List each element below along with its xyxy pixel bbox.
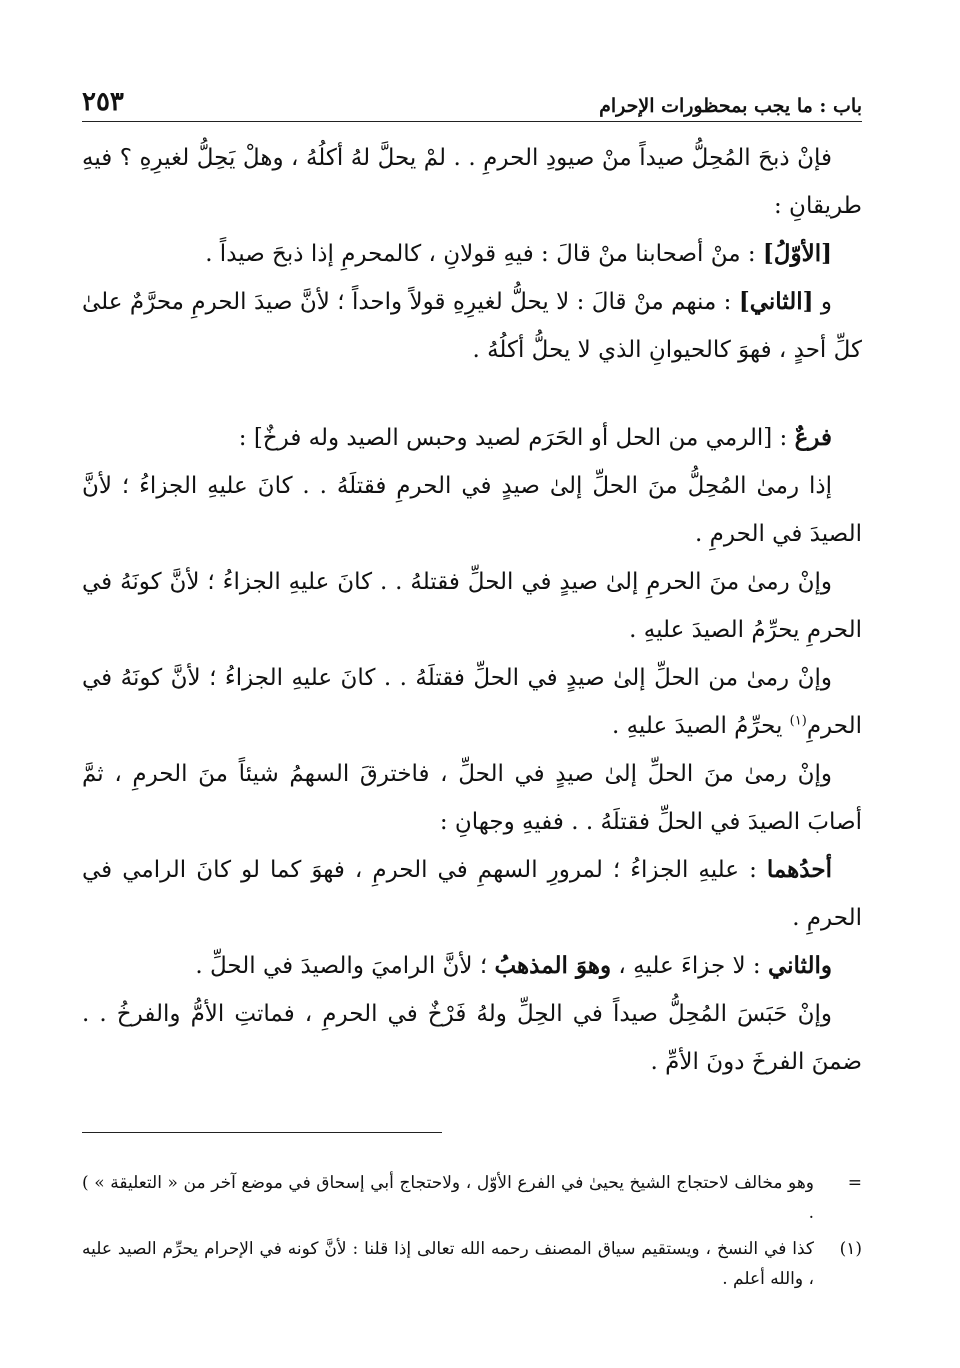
chapter-title: باب : ما يجب بمحظورات الإحرام: [599, 95, 862, 117]
opinion-one-label: أحدُهما: [766, 856, 832, 883]
paragraph-9: [82, 846, 862, 942]
paragraph-3-prefix: و: [813, 289, 832, 315]
paragraph-2: [82, 230, 862, 278]
paragraph-10-text-a: : لا جزاءَ عليهِ ،: [611, 953, 768, 979]
footnote-divider: [82, 1132, 442, 1133]
section-label: فرعٌ: [794, 424, 832, 451]
section-heading: [82, 414, 862, 462]
footnote-continuation-mark: =: [847, 1173, 862, 1193]
paragraph-10-text-b: ؛ لأنَّ الراميَ والصيدَ في الحلِّ .: [195, 953, 495, 979]
heading-second: [الثاني]: [738, 288, 814, 315]
paragraph-7: [82, 654, 862, 750]
paragraph-11: وإنْ حَبَسَ المُحِلُّ صيداً في الحِلِّ ولهُ فَرْخٌ في الحرمِ ، فماتتِ الأمُّ والفرخُ . . ضمنَ الفرخَ دونَ الأمِّ .: [82, 1001, 862, 1075]
footnote-1-text: كذا في النسخ ، ويستقيم سياق المصنف رحمه الله تعالى إذا قلنا : لأنَّ كونه في الإحرام يحرِّم الصيد عليه ، والله أعلم .: [82, 1239, 814, 1289]
section-subtitle: : [الرمي من الحل أو الحَرَم لصيد وحبس الصيد وله فرخٌ] :: [238, 425, 795, 451]
opinion-two-label: والثاني: [767, 952, 832, 979]
paragraph-6: وإنْ رمىٰ منَ الحرمِ إلىٰ صيدٍ في الحلِّ فقتلهُ . . كانَ عليهِ الجزاءُ ؛ لأنَّ كونَهُ في الحرمِ يحرِّمُ الصيدَ عليهِ .: [82, 569, 862, 643]
paragraph-3-text: : منهم منْ قالَ : لا يحلُّ لغيرِهِ قولاً واحداً ؛ لأنَّ صيدَ الحرمِ محرَّمٌ علىٰ كلِّ أحدٍ ، فهوَ كالحيوانِ الذي لا يحلُّ أكلُهُ .: [82, 289, 862, 363]
running-header: [82, 78, 862, 122]
paragraph-1: فإنْ ذبحَ المُحِلُّ صيداً منْ صيودِ الحرمِ . . لمْ يحلَّ لهُ أكلُهُ ، وهلْ يَحِلُّ لغيرِهِ ؟ فيهِ طريقانِ :: [82, 145, 862, 219]
paragraph-5: إذا رمىٰ المُحِلُّ منَ الحلِّ إلىٰ صيدٍ في الحرمِ فقتلَهُ . . كانَ عليهِ الجزاءُ ؛ لأنَّ الصيدَ في الحرمِ .: [82, 473, 862, 547]
page-number: ٢٥٣: [82, 87, 124, 117]
paragraph-9-text: : عليهِ الجزاءُ ؛ لمرورِ السهمِ في الحرمِ ، فهوَ كما لو كانَ الرامي في الحرمِ .: [82, 857, 862, 931]
page: [82, 78, 862, 1328]
paragraph-7-text-b: يحرِّمُ الصيدَ عليهِ .: [611, 713, 790, 739]
madhhab-label: وهوَ المذهبُ: [494, 952, 612, 979]
heading-first: [الأوّلُ]: [762, 240, 832, 267]
paragraph-10: [82, 942, 862, 990]
footnote-reference[interactable]: (١): [789, 713, 807, 729]
main-text: [82, 134, 862, 1086]
paragraph-2-text: : منْ أصحابنا منْ قالَ : فيهِ قولانِ ، كالمحرمِ إذا ذبحَ صيداً .: [205, 241, 763, 267]
footnotes: [82, 1168, 862, 1300]
footnote-1-number: (١): [839, 1239, 862, 1259]
footnote-1: [82, 1234, 862, 1294]
footnote-continued: [82, 1168, 862, 1228]
footnote-continued-text: وهو مخالف لاحتجاج الشيخ يحيىٰ في الفرع الأوّل ، ولاحتجاج أبي إسحاق في موضع آخر من « التعليقة » ) .: [82, 1173, 814, 1223]
paragraph-7-text-a: وإنْ رمىٰ من الحلِّ إلىٰ صيدٍ في الحلِّ فقتلَهُ . . كانَ عليهِ الجزاءُ ؛ لأنَّ كونَهُ في الحرمِ: [82, 665, 862, 739]
paragraph-3: [82, 278, 862, 374]
paragraph-8: وإنْ رمىٰ منَ الحلِّ إلىٰ صيدٍ في الحلِّ ، فاخترقَ السهمُ شيئاً منَ الحرمِ ، ثمَّ أصابَ الصيدَ في الحلِّ فقتلَهُ . . ففيهِ وجهانِ :: [82, 761, 862, 835]
